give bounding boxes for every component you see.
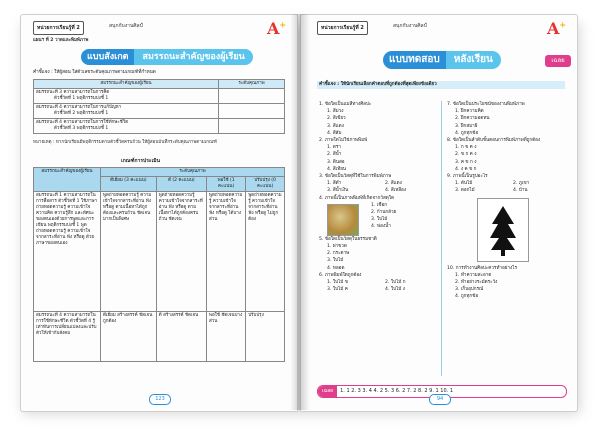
unit-title: สนุกกับงานศิลป์ xyxy=(109,23,143,29)
option[interactable]: 1. สีม่วง xyxy=(327,109,344,115)
th-competency: สมรรถนะสำคัญของผู้เรียน xyxy=(34,168,101,192)
option[interactable]: 4. สีเหลือง xyxy=(385,188,407,194)
option[interactable]: 1. ก ข ค ง xyxy=(455,145,477,151)
criteria-cell: พูดถ่ายทอดความรู้ ความเข้าใจจากสาระที่อ่าน ฟัง หรือดู ตามเนื้อหาได้ถูกต้องและครบถ้วน ชัดเจน มากเป็นพิเศษ xyxy=(101,192,157,312)
option[interactable]: 2. สีน้ำ xyxy=(327,152,342,158)
banner-part-a: แบบสังเกต xyxy=(81,49,134,65)
option[interactable]: 3. ดอกไม้ xyxy=(455,188,475,194)
option[interactable]: 2. สีเขียว xyxy=(327,116,346,122)
banner-part-a: แบบทดสอบ xyxy=(383,51,446,69)
book-gutter xyxy=(290,14,310,410)
th-fair: พอใช้ (1 คะแนน) xyxy=(207,177,246,192)
option[interactable]: 3. ใบไม้ xyxy=(371,217,388,223)
option[interactable]: 1. สีดำ xyxy=(327,181,342,187)
banner-part-b: หลังเรียน xyxy=(446,51,501,69)
option[interactable]: 3. ค ข ก ง xyxy=(455,159,477,165)
quality-cell[interactable] xyxy=(219,119,285,134)
option[interactable]: 1. ใบไม้ ข xyxy=(327,280,348,286)
option[interactable]: 3. สีน้ำเงิน xyxy=(327,188,349,194)
option[interactable]: 2. กระดาษ xyxy=(327,251,350,257)
quality-cell[interactable] xyxy=(219,89,285,104)
question: 2. ภาพใดไม่ใช่ภาพพิมพ์ 1. ตรา 2. สีน้ำ 3. ดินสอ 4. สีเทียน xyxy=(319,137,437,173)
answer-key-values: 1. 1 2. 3 3. 4 4. 2 5. 3 6. 2 7. 2 8. 2 9. 1 10. 1 xyxy=(340,388,454,394)
question: 9. ภาพนี้เป็นรูปอะไร 1. ต้นไม้ 2. ภูเขา 3. ดอกไม้ 4. บ้าน xyxy=(447,173,565,262)
question: 6. ภาพพิมพ์ใดถูกต้อง 1. ใบไม้ ข 2. ใบไม้ ก 3. ใบไม้ ค 4. ใบไม้ ง xyxy=(319,272,437,294)
option[interactable]: 2. สีแดง xyxy=(385,181,402,187)
option[interactable]: 1. ทำความสะอาด xyxy=(455,272,492,278)
banner-part-b: สมรรถนะสำคัญของผู้เรียน xyxy=(134,49,252,65)
option[interactable]: 3. ฝึกสมาธิ xyxy=(455,123,478,129)
question-column-left xyxy=(319,101,437,293)
unit-title: สนุกกับงานศิลป์ xyxy=(393,23,427,29)
instruction: คำชี้แจง : ให้ผู้สอน ใส่ตัวเลขระดับคุณภาพตามเกณฑ์ที่กำหนด xyxy=(33,70,156,75)
th-improve: ปรับปรุง (0 คะแนน) xyxy=(246,177,285,192)
tree-icon xyxy=(488,204,518,256)
option[interactable]: 1. ตรา xyxy=(327,145,341,151)
th-quality-group: ระดับคุณภาพ xyxy=(101,168,285,177)
option[interactable]: 4. ง ค ข ก xyxy=(455,166,477,172)
criteria-table xyxy=(33,167,285,362)
criteria-cell: ดี สร้างสรรค์ ชัดเจน xyxy=(156,312,206,362)
option[interactable]: 2. ทำอย่างระมัดระวัง xyxy=(455,280,498,286)
note: หมายเหตุ : หากนักเรียนมีพฤติกรรมตามตัวชี้วัดครบถ้วน ให้ผู้สอนบันทึกระดับคุณภาพตามเกณฑ์ xyxy=(33,140,217,145)
left-page xyxy=(20,14,298,412)
option[interactable]: 3. สีแดง xyxy=(327,123,344,129)
competency-sub: ตัวชี้วัดที่ 3 พฤติกรรมบ่งชี้ 1 xyxy=(54,126,109,131)
column-divider xyxy=(441,101,442,376)
question: 3. ข้อใดเป็นวัสดุที่ใช้ในการพิมพ์ภาพ 1. สีดำ 2. สีแดง 3. สีน้ำเงิน 4. สีเหลือง xyxy=(319,173,437,195)
question: 1. ข้อใดเป็นแม่สีทางศิลปะ 1. สีม่วง 2. สีเขียว 3. สีแดง 4. สีส้ม xyxy=(319,101,437,137)
page-number: 123 xyxy=(149,394,171,405)
table-row xyxy=(34,104,285,119)
table-row xyxy=(34,192,285,312)
th-excellent: ดีเยี่ยม (3 คะแนน) xyxy=(101,177,157,192)
option[interactable]: 1. ฝึกความคิด xyxy=(455,109,484,115)
a-plus-logo: A+ xyxy=(547,19,567,38)
posttest-banner xyxy=(383,51,501,69)
observation-banner xyxy=(81,49,253,65)
criteria-caption: เกณฑ์การประเมิน xyxy=(121,158,161,164)
criteria-cell: พอใช้ ชัดเจนบางส่วน xyxy=(207,312,246,362)
option[interactable]: 4. ถูกทุกข้อ xyxy=(455,130,479,136)
option[interactable]: 3. ใบไม้ xyxy=(327,258,344,264)
page-number: 94 xyxy=(429,394,451,405)
option[interactable]: 3. ดินสอ xyxy=(327,159,345,165)
table-row xyxy=(34,312,285,362)
table-row xyxy=(34,89,285,104)
option[interactable]: 4. สีเทียน xyxy=(327,166,347,172)
question-column-right xyxy=(447,101,565,301)
unit-label: หน่วยการเรียนรู้ที่ 2 xyxy=(33,21,84,35)
activity-label: แผนฯ ที่ 2 วาดและพิมพ์ภาพ xyxy=(33,38,89,43)
option[interactable]: 4. สีส้ม xyxy=(327,130,342,136)
option[interactable]: 3. เก็บอุปกรณ์ xyxy=(455,287,484,293)
option[interactable]: 2. ฝึกความอดทน xyxy=(455,116,490,122)
option[interactable]: 3. ใบไม้ ค xyxy=(327,287,348,293)
competency-sub: ตัวชี้วัดที่ 2 พฤติกรรมบ่งชี้ 1 xyxy=(54,111,109,116)
option[interactable]: 2. ข ก ค ง xyxy=(455,152,477,158)
competency-name: สมรรถนะที่ 4 ความสามารถในการใช้ทักษะชีวิต xyxy=(36,120,129,125)
question: 5. ข้อใดเป็นวัสดุในธรรมชาติ 1. ฝาขวด 2. กระดาษ 3. ใบไม้ 4. หลอด xyxy=(319,236,437,272)
option[interactable]: 4. ถูกทุกข้อ xyxy=(455,294,479,300)
th-competency: สมรรถนะสำคัญของผู้เรียน xyxy=(34,80,219,89)
unit-label: หน่วยการเรียนรู้ที่ 2 xyxy=(317,21,368,35)
option[interactable]: 1. ฝาขวด xyxy=(327,244,347,250)
quality-cell[interactable] xyxy=(219,104,285,119)
option[interactable]: 4. หลอด xyxy=(327,265,345,271)
option[interactable]: 2. ภูเขา xyxy=(513,181,530,187)
criteria-cell: พูดถ่ายทอดความรู้ ความเข้าใจจากสาระที่อ่าน ฟัง หรือดู ได้บางส่วน xyxy=(207,192,246,312)
option[interactable]: 4. บ้าน xyxy=(513,188,528,194)
option[interactable]: 1. ต้นไม้ xyxy=(455,181,473,187)
a-plus-logo: A+ xyxy=(267,19,287,38)
option[interactable]: 4. ใบไม้ ง xyxy=(385,287,406,293)
answer-key-label: เฉลย xyxy=(318,386,337,397)
right-page xyxy=(300,14,578,412)
competency-name: สมรรถนะที่ 3 ความสามารถในการคิด xyxy=(36,90,110,95)
criteria-name: สมรรถนะที่ 4 ความสามารถในการใช้ทักษะชีวิต ตัวชี้วัดที่ 4 รู้เท่าทันการเปลี่ยนแปลงและปรับตัวให้เข้ากับสังคม xyxy=(34,312,101,362)
criteria-name: สมรรถนะที่ 1 ความสามารถในการสื่อสาร ตัวชี้วัดที่ 1 ใช้ภาษาถ่ายทอดความรู้ ความเข้าใจ ความคิด ความรู้สึก และทัศนะของตนเองด้วยการพูดและการเขียน พฤติกรรมบ่งชี้ 1 พูดถ่ายทอดความรู้ ความเข้าใจจากสาระที่อ่าน ฟัง หรือดู ด้วยภาษาของตนเอง xyxy=(34,192,101,312)
th-quality: ระดับคุณภาพ xyxy=(219,80,285,89)
competency-sub: ตัวชี้วัดที่ 1 พฤติกรรมบ่งชี้ 1 xyxy=(54,96,109,101)
criteria-cell: พูดถ่ายทอดความรู้ ความเข้าใจจากสาระที่อ่าน ฟัง หรือดู ไม่ถูกต้อง xyxy=(246,192,285,312)
instruction: คำชี้แจง : ให้นักเรียนเลือกคำตอบที่ถูกต้องที่สุดเพียงข้อเดียว xyxy=(317,81,565,89)
question: 10. การทำงานศิลปะควรทำอย่างไร 1. ทำความสะอาด 2. ทำอย่างระมัดระวัง 3. เก็บอุปกรณ์ 4. ถูกทุกข้อ xyxy=(447,265,565,301)
question: 4. ภาพนี้เป็นภาพพิมพ์ที่เกิดจากวัสดุใด 1. เชือก 2. ก้านกล้วย 3. ใบไม้ 4. ฟองน้ำ xyxy=(319,195,437,236)
option[interactable]: 4. ฟองน้ำ xyxy=(371,224,391,230)
competency-table xyxy=(33,79,285,134)
option[interactable]: 2. ใบไม้ ก xyxy=(385,280,406,286)
th-good: ดี (2 คะแนน) xyxy=(156,177,206,192)
option[interactable]: 1. เชือก xyxy=(371,202,388,208)
leaf-print-image xyxy=(327,204,359,236)
criteria-cell: พูดถ่ายทอดความรู้ ความเข้าใจจากสาระที่อ่าน ฟัง หรือดู ตามเนื้อหาได้ถูกต้องครบถ้วน ชัดเจน xyxy=(156,192,206,312)
criteria-cell: ปรับปรุง xyxy=(246,312,285,362)
table-row xyxy=(34,119,285,134)
question: 7. ข้อใดเป็นประโยชน์ของงานพิมพ์ภาพ 1. ฝึกความคิด 2. ฝึกความอดทน 3. ฝึกสมาธิ 4. ถูกทุกข้อ xyxy=(447,101,565,137)
competency-name: สมรรถนะที่ 4 ความสามารถในการแก้ปัญหา xyxy=(36,105,122,110)
tree-image xyxy=(477,198,529,262)
question: 8. ข้อใดเป็นลำดับขั้นตอนการพิมพ์ภาพที่ถูกต้อง 1. ก ข ค ง 2. ข ก ค ง 3. ค ข ก ง 4. ง ค ข ก xyxy=(447,137,565,173)
solution-tag: เฉลย xyxy=(545,55,571,67)
option[interactable]: 2. ก้านกล้วย xyxy=(371,210,397,216)
criteria-cell: ดีเยี่ยม สร้างสรรค์ ชัดเจน ถูกต้อง xyxy=(101,312,157,362)
